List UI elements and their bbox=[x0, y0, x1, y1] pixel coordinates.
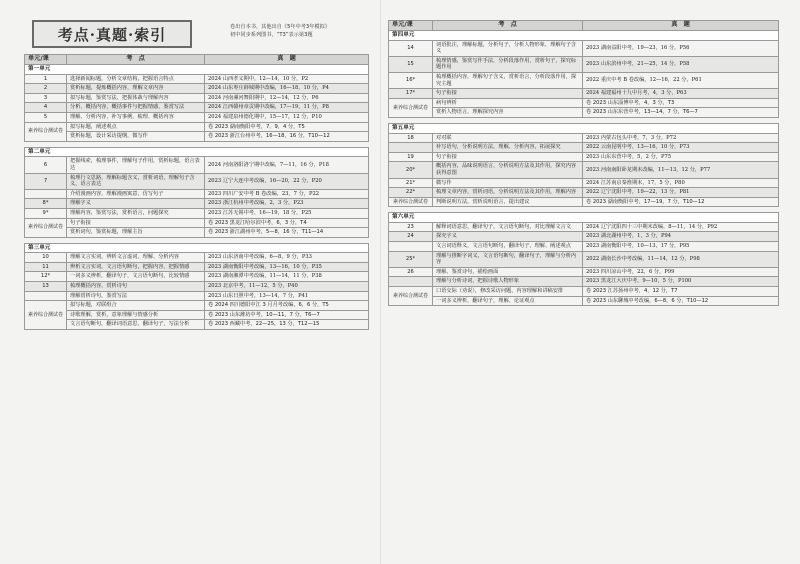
table-row bbox=[25, 262, 369, 272]
exam-points: 解释词语意思，翻译句子，文言语句断句，对比理解文言文 bbox=[433, 222, 583, 232]
exam-source: 2023 湖南衡阳中考，10—13，17 分，P95 bbox=[583, 242, 779, 252]
test-row bbox=[25, 122, 369, 132]
exam-source: 2023 内蒙古包头中考，7，3 分，P72 bbox=[583, 133, 779, 143]
test-row bbox=[389, 108, 779, 118]
unit-section-row bbox=[389, 213, 779, 223]
exam-points: 把握线索，梳理事件，理解句子作用，赏析标题，语言表达 bbox=[67, 157, 205, 173]
test-row bbox=[389, 197, 779, 207]
lesson-number: 19 bbox=[389, 152, 433, 162]
exam-source: 卷 2023 浙江湖州中考，5—8，16 分，T11—14 bbox=[205, 228, 369, 238]
table-row bbox=[25, 282, 369, 292]
table-row bbox=[389, 242, 779, 252]
unit-section-title: 第二单元 bbox=[25, 147, 369, 157]
table-row bbox=[389, 251, 779, 267]
exam-points: 理解、分析内容，补写事例，梳理、概括内容 bbox=[67, 112, 205, 122]
exam-source: 卷 2023 山东潍坊中考，10—11，7 分，T6—7 bbox=[205, 310, 369, 320]
exam-points: 补写语句，分析说明方法，理解、分析内容，拓展探究 bbox=[433, 143, 583, 153]
lesson-number bbox=[25, 189, 67, 199]
test-paper-label: 素养综合测试卷 bbox=[389, 98, 433, 117]
unit-section-row bbox=[25, 243, 369, 253]
lesson-number: 15 bbox=[389, 56, 433, 72]
lesson-number: 8* bbox=[25, 199, 67, 209]
exam-source: 卷 2023 山东东营中考，13—14，7 分，T6—7 bbox=[583, 108, 779, 118]
exam-source: 2023 黑龙江大庆中考，9—10，5 分，P100 bbox=[583, 277, 779, 287]
exam-source: 2023 辽宁大连中考改编，16—20，22 分，P20 bbox=[205, 173, 369, 189]
lesson-number: 7 bbox=[25, 173, 67, 189]
left-index-table bbox=[24, 54, 369, 330]
exam-points: 拟写标题，阐述观点 bbox=[67, 122, 205, 132]
exam-source: 2024 河南洛阳洛宁期中改编，7—11，16 分，P18 bbox=[205, 157, 369, 173]
test-row bbox=[389, 287, 779, 297]
exam-points: 句子衔接 bbox=[433, 89, 583, 99]
table-row bbox=[389, 267, 779, 277]
test-paper-label: 素养综合测试卷 bbox=[389, 197, 433, 207]
unit-section-row bbox=[25, 65, 369, 75]
table-row bbox=[389, 178, 779, 188]
exam-points: 一词多义辨析，翻译句子，理解、论证观点 bbox=[433, 296, 583, 306]
test-row bbox=[25, 218, 369, 228]
test-row bbox=[389, 98, 779, 108]
exam-source: 2023 四川广安中考 B 卷改编，23，7 分，P22 bbox=[205, 189, 369, 199]
unit-section-row bbox=[389, 31, 779, 41]
table-row bbox=[25, 93, 369, 103]
exam-source: 2023 湖南益阳中考，19—23，16 分，P56 bbox=[583, 40, 779, 56]
exam-points: 句子衔接 bbox=[67, 218, 205, 228]
unit-section-row bbox=[389, 123, 779, 133]
unit-section-title: 第六单元 bbox=[389, 213, 779, 223]
unit-section-title: 第四单元 bbox=[389, 31, 779, 41]
lesson-number: 4 bbox=[25, 103, 67, 113]
exam-points: 理解与推断字词义，文言语句断句，翻译句子，理解与分析内容 bbox=[433, 251, 583, 267]
table-row bbox=[25, 84, 369, 94]
exam-source: 2023 浙江杭州中考改编，2，3 分，P23 bbox=[205, 199, 369, 209]
table-row bbox=[25, 157, 369, 173]
lesson-number: 3 bbox=[25, 93, 67, 103]
exam-points: 赏析词句，鉴赏标题，理解主旨 bbox=[67, 228, 205, 238]
exam-source: 2022 云南昆明中考，13—16，10 分，P73 bbox=[583, 143, 779, 153]
lesson-number: 1 bbox=[25, 74, 67, 84]
exam-source: 卷 2023 西藏中考，22—25，13 分，T12—15 bbox=[205, 320, 369, 330]
exam-points: 理解字义 bbox=[67, 199, 205, 209]
unit-section-title: 第一单元 bbox=[25, 65, 369, 75]
exam-source: 2024 福建福州十九中月考，4，3 分，P63 bbox=[583, 89, 779, 99]
exam-points: 一词多义辨析，翻译句子，文言语句断句，比较情感 bbox=[67, 272, 205, 282]
table-row bbox=[25, 199, 369, 209]
exam-points: 赏析标题，提炼概括内容，理解文章内容 bbox=[67, 84, 205, 94]
lesson-number: 12* bbox=[25, 272, 67, 282]
lesson-number: 16* bbox=[389, 72, 433, 88]
header-note-line-1: 卷出自本书，其他出自《5年中考3年模拟》 bbox=[230, 24, 330, 30]
test-row bbox=[25, 320, 369, 330]
column-header-points: 考 点 bbox=[67, 55, 205, 65]
header-note-line-2: 初中同步系列图书，“T3”表示第3题 bbox=[230, 31, 313, 38]
column-header-unit: 单元/课 bbox=[389, 21, 433, 31]
unit-section-title: 第三单元 bbox=[25, 243, 369, 253]
lesson-number: 23 bbox=[389, 222, 433, 232]
exam-source: 卷 2023 湖南衡阳中考，7、9，4 分，T5 bbox=[205, 122, 369, 132]
lesson-number: 20* bbox=[389, 162, 433, 178]
exam-source: 2023 湖北湖州中考，1，3 分，P94 bbox=[583, 232, 779, 242]
exam-points: 梳理情感，鉴赏写作手法，分析段落作用，赏析句子，探究标题作用 bbox=[433, 56, 583, 72]
test-row bbox=[389, 296, 779, 306]
exam-source: 2022 重庆中考 B 卷改编，12—16，22 分，P61 bbox=[583, 72, 779, 88]
column-header-points: 考 点 bbox=[433, 21, 583, 31]
page-fold bbox=[380, 0, 381, 564]
test-paper-label: 素养综合测试卷 bbox=[25, 122, 67, 141]
exam-source: 卷 2023 浙江台州中考，16—18，16 分，T10—12 bbox=[205, 132, 369, 142]
table-row bbox=[389, 222, 779, 232]
header-note bbox=[230, 24, 366, 39]
table-row bbox=[25, 173, 369, 189]
exam-points: 概括内容，品味说明语言，分析说明方法及其作用，探究内容获得意图 bbox=[433, 162, 583, 178]
exam-points: 探究字义 bbox=[433, 232, 583, 242]
table-row bbox=[25, 291, 369, 301]
exam-points: 诗歌理解，赏析，意象理解与情感分析 bbox=[67, 310, 205, 320]
lesson-number: 9* bbox=[25, 208, 67, 218]
exam-source: 2024 辽宁沈阳四十三中期末改编，8—11，14 分，P92 bbox=[583, 222, 779, 232]
exam-source: 2023 河南南阳卧龙期末改编，11—13，12 分，P77 bbox=[583, 162, 779, 178]
table-row bbox=[389, 188, 779, 198]
lesson-number: 17* bbox=[389, 89, 433, 99]
page-title-box bbox=[32, 20, 192, 48]
exam-points: 梳理概括内容，理解句子含义，赏析语言，分析段落作用，探究主题 bbox=[433, 72, 583, 88]
unit-section-row bbox=[25, 147, 369, 157]
column-header-exam: 真 题 bbox=[205, 55, 369, 65]
test-row bbox=[25, 228, 369, 238]
exam-points: 病句辨析 bbox=[433, 98, 583, 108]
table-row bbox=[389, 232, 779, 242]
exam-points: 对对联 bbox=[433, 133, 583, 143]
exam-source: 卷 2023 山东聊城中考改编，6—8，6 分，T10—12 bbox=[583, 296, 779, 306]
exam-points: 分析、概括内容，概括事件与把握情感，鉴赏写法 bbox=[67, 103, 205, 113]
table-row bbox=[389, 56, 779, 72]
table-row bbox=[25, 208, 369, 218]
exam-source: 2022 湖南长沙中考改编，11—14，12 分，P98 bbox=[583, 251, 779, 267]
exam-points: 拟写标题，鉴赏写法，把握体裁与理解内容 bbox=[67, 93, 205, 103]
right-index-table bbox=[388, 20, 779, 306]
lesson-number: 22* bbox=[389, 188, 433, 198]
unit-section-title: 第五单元 bbox=[389, 123, 779, 133]
test-row bbox=[25, 301, 369, 311]
exam-source: 2023 山东济南中考改编，6—8，9 分，P33 bbox=[205, 253, 369, 263]
exam-points: 辨析文言实词，文言语句断句，把握内容，把握情感 bbox=[67, 262, 205, 272]
table-row bbox=[389, 143, 779, 153]
table-row bbox=[389, 162, 779, 178]
exam-points: 介绍漫画内容，理解漫画寓意，仿写句子 bbox=[67, 189, 205, 199]
lesson-number: 10 bbox=[25, 253, 67, 263]
lesson-number: 2 bbox=[25, 84, 67, 94]
lesson-number: 18 bbox=[389, 133, 433, 143]
lesson-number: 5 bbox=[25, 112, 67, 122]
column-header-row bbox=[25, 55, 369, 65]
exam-source: 卷 2023 黑龙江哈尔滨中考，6，3 分，T4 bbox=[205, 218, 369, 228]
lesson-number bbox=[389, 143, 433, 153]
exam-points: 口语交际（劝说），修改采访问题，内容理解和讲稿安排 bbox=[433, 287, 583, 297]
table-row bbox=[389, 277, 779, 287]
exam-source: 2023 山东滨州中考，21—25，14 分，P58 bbox=[583, 56, 779, 72]
lesson-number: 13 bbox=[25, 282, 67, 292]
lesson-number: 21* bbox=[389, 178, 433, 188]
exam-points: 理解、鉴赏诗句，描绘画面 bbox=[433, 267, 583, 277]
exam-source: 2023 江苏无锡中考，16—19，18 分，P25 bbox=[205, 208, 369, 218]
exam-source: 2023 湖南湘潭中考改编，11—14，11 分，P38 bbox=[205, 272, 369, 282]
exam-source: 2024 山东枣庄薛城期中改编，16—18，10 分，P4 bbox=[205, 84, 369, 94]
exam-source: 2023 湖南衡阳中考改编，13—16，10 分，P35 bbox=[205, 262, 369, 272]
exam-source: 卷 2023 江苏扬州中考，4，12 分，T7 bbox=[583, 287, 779, 297]
lesson-number bbox=[25, 291, 67, 301]
column-header-unit: 单元/课 bbox=[25, 55, 67, 65]
test-paper-label: 素养综合测试卷 bbox=[25, 301, 67, 330]
table-row bbox=[389, 40, 779, 56]
exam-source: 卷 2023 山东淄博中考，4，3 分，T3 bbox=[583, 98, 779, 108]
test-row bbox=[25, 310, 369, 320]
left-page bbox=[24, 10, 368, 558]
exam-points: 判断说明方法，赏析说明语言，提出建议 bbox=[433, 197, 583, 207]
exam-points: 梳理行文思路，理解标题含义，赏析词语，理解句子含义，语言表达 bbox=[67, 173, 205, 189]
exam-source: 2023 山东日照中考，13—14，7 分，P41 bbox=[205, 291, 369, 301]
exam-points: 拟写标题，对联组合 bbox=[67, 301, 205, 311]
exam-points: 微写作 bbox=[433, 178, 583, 188]
exam-points: 赏析标题，设计采访提纲，微写作 bbox=[67, 132, 205, 142]
exam-source: 卷 2024 四川德阳中江 3 月月考改编，6，6 分，T5 bbox=[205, 301, 369, 311]
table-row bbox=[25, 272, 369, 282]
lesson-number: 24 bbox=[389, 232, 433, 242]
exam-source: 2024 江苏南京秦淮期末，17，5 分，P80 bbox=[583, 178, 779, 188]
table-row bbox=[25, 74, 369, 84]
exam-points: 理解文言实词，辨析文言虚词，理解、分析内容 bbox=[67, 253, 205, 263]
exam-source: 2023 北京中考，11—12，5 分，P40 bbox=[205, 282, 369, 292]
lesson-number bbox=[389, 242, 433, 252]
test-row bbox=[25, 132, 369, 142]
test-paper-label: 素养综合测试卷 bbox=[25, 218, 67, 237]
table-row bbox=[25, 112, 369, 122]
test-paper-label: 素养综合测试卷 bbox=[389, 287, 433, 306]
exam-points: 选择新闻标题，分析文章结构，把握语言特点 bbox=[67, 74, 205, 84]
exam-points: 梳理概括内容，赏析诗句 bbox=[67, 282, 205, 292]
table-row bbox=[389, 89, 779, 99]
exam-source: 2024 江西赣州章贡期中改编，17—19，11 分，P8 bbox=[205, 103, 369, 113]
exam-points: 赏析人物语言，理解探究内容 bbox=[433, 108, 583, 118]
column-header-row bbox=[389, 21, 779, 31]
table-row bbox=[25, 253, 369, 263]
lesson-number: 26 bbox=[389, 267, 433, 277]
exam-source: 2023 四川凉山中考，22，6 分，P99 bbox=[583, 267, 779, 277]
exam-points: 梳理文章内容，赏析词语，分析说明方法及其作用，理解内容 bbox=[433, 188, 583, 198]
table-row bbox=[389, 72, 779, 88]
exam-points: 文言词语释义，文言语句断句，翻译句子，理解、阐述观点 bbox=[433, 242, 583, 252]
table-row bbox=[389, 152, 779, 162]
lesson-number: 25* bbox=[389, 251, 433, 267]
exam-points: 理解内容，鉴赏写法，赏析语言，问题探究 bbox=[67, 208, 205, 218]
exam-points: 句子衔接 bbox=[433, 152, 583, 162]
table-row bbox=[25, 189, 369, 199]
exam-points: 理解与分析诗词，把握诗歌人物形象 bbox=[433, 277, 583, 287]
lesson-number bbox=[389, 277, 433, 287]
exam-points: 词语批注，理解标题，分析句子，分析人物形象，理解句子含义 bbox=[433, 40, 583, 56]
table-row bbox=[389, 133, 779, 143]
right-page bbox=[388, 10, 778, 558]
lesson-number: 6 bbox=[25, 157, 67, 173]
exam-source: 2022 辽宁沈阳中考，19—22，13 分，P81 bbox=[583, 188, 779, 198]
exam-source: 卷 2023 湖南衡阳中考，17—19，7 分，T10—12 bbox=[583, 197, 779, 207]
lesson-number: 11 bbox=[25, 262, 67, 272]
exam-points: 理解赏析诗句，鉴赏写法 bbox=[67, 291, 205, 301]
exam-points: 文言语句断句，翻译词语意思，翻译句子，写法分析 bbox=[67, 320, 205, 330]
exam-source: 2024 福建泉州德化期中，15—17，12 分，P10 bbox=[205, 112, 369, 122]
column-header-exam: 真 题 bbox=[583, 21, 779, 31]
exam-source: 2024 河南漯河舞阳期中，12—14，12 分，P6 bbox=[205, 93, 369, 103]
table-row bbox=[25, 103, 369, 113]
exam-source: 2023 山东东营中考，5，2 分，P75 bbox=[583, 152, 779, 162]
page-title: 考点·真题·索引 bbox=[57, 25, 167, 44]
exam-source: 2024 山西孝义期中，12—14，10 分，P2 bbox=[205, 74, 369, 84]
lesson-number: 14 bbox=[389, 40, 433, 56]
